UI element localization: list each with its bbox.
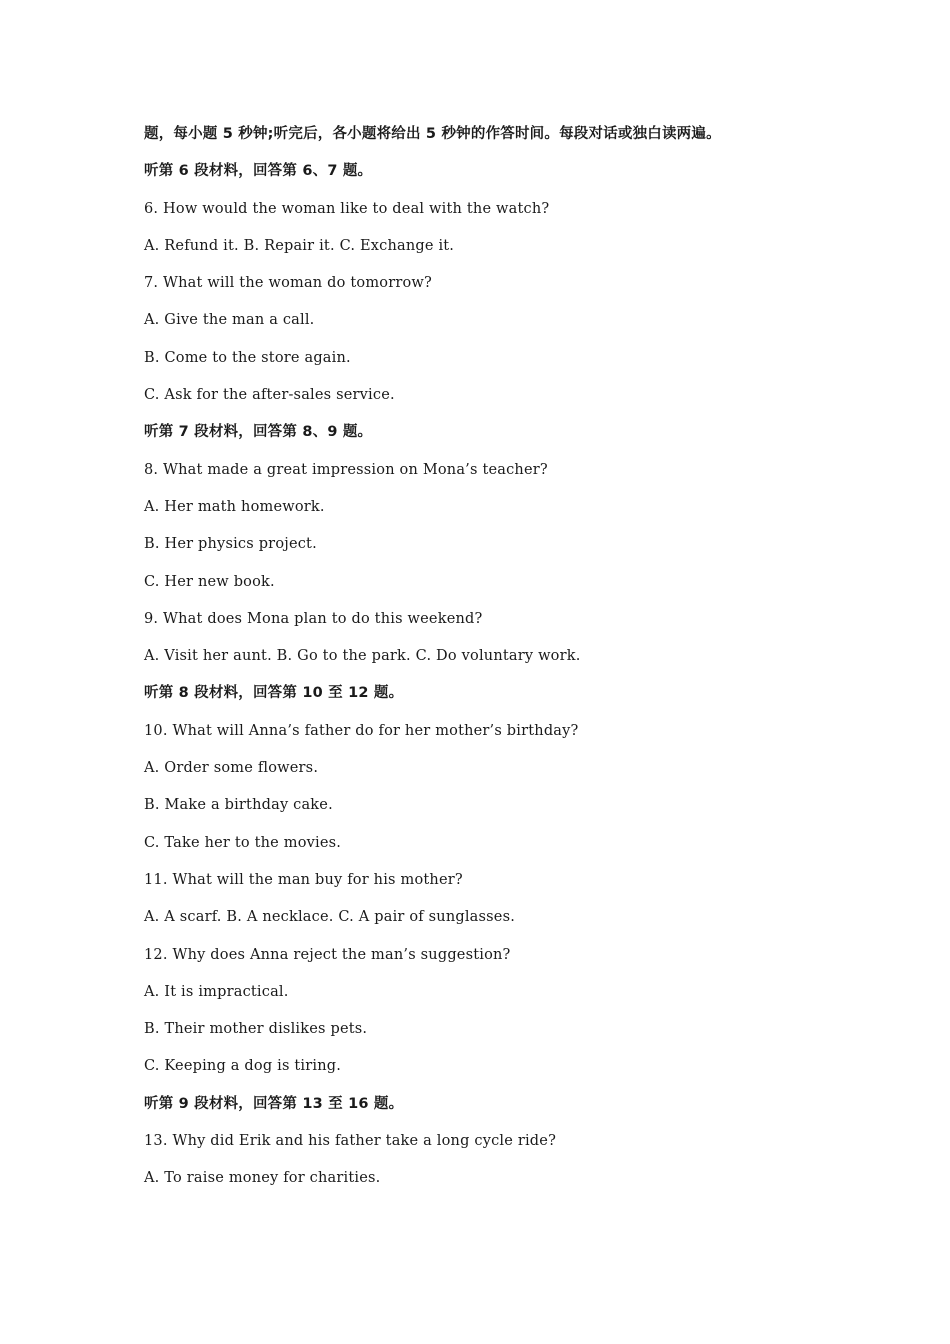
section-heading: 听第 8 段材料，回答第 10 至 12 题。: [144, 685, 404, 702]
question-text: 8. What made a great impression on Mona’s teacher?: [144, 461, 548, 478]
answer-option: C. Ask for the after-sales service.: [144, 387, 395, 404]
answer-option: C. Take her to the movies.: [144, 834, 342, 851]
answer-option: B. Her physics project.: [144, 536, 317, 553]
question-text: 13. Why did Erik and his father take a long cycle ride?: [144, 1133, 557, 1150]
answer-option: B. Make a birthday cake.: [144, 797, 333, 814]
document-page: [144, 120, 844, 1202]
answer-option: A. Give the man a call.: [144, 312, 315, 329]
section-heading: 听第 7 段材料，回答第 8、9 题。: [144, 424, 373, 441]
answer-option: A. Order some flowers.: [144, 760, 319, 777]
answer-option: A. A scarf. B. A necklace. C. A pair of sunglasses.: [144, 909, 516, 926]
question-text: 7. What will the woman do tomorrow?: [144, 275, 432, 292]
question-text: 11. What will the man buy for his mother?: [144, 871, 463, 888]
section-heading: 听第 6 段材料，回答第 6、7 题。: [144, 163, 373, 180]
instruction-line: 题，每小题 5 秒钟;听完后，各小题将给出 5 秒钟的作答时间。每段对话或独白读两遍。: [144, 126, 721, 142]
answer-option: B. Their mother dislikes pets.: [144, 1021, 368, 1038]
answer-option: C. Her new book.: [144, 573, 275, 590]
answer-option: A. To raise money for charities.: [144, 1170, 381, 1187]
answer-option: A. Her math homework.: [144, 498, 325, 515]
answer-option: A. It is impractical.: [144, 983, 289, 1000]
answer-option: A. Visit her aunt. B. Go to the park. C. Do voluntary work.: [144, 648, 581, 665]
section-heading: 听第 9 段材料，回答第 13 至 16 题。: [144, 1095, 404, 1112]
question-text: 9. What does Mona plan to do this weekend?: [144, 610, 483, 627]
answer-option: C. Keeping a dog is tiring.: [144, 1058, 342, 1075]
answer-option: B. Come to the store again.: [144, 349, 351, 366]
question-text: 6. How would the woman like to deal with the watch?: [144, 200, 550, 217]
question-text: 10. What will Anna’s father do for her mother’s birthday?: [144, 722, 579, 739]
question-text: 12. Why does Anna reject the man’s suggestion?: [144, 946, 511, 963]
answer-option: A. Refund it. B. Repair it. C. Exchange it.: [144, 237, 455, 254]
